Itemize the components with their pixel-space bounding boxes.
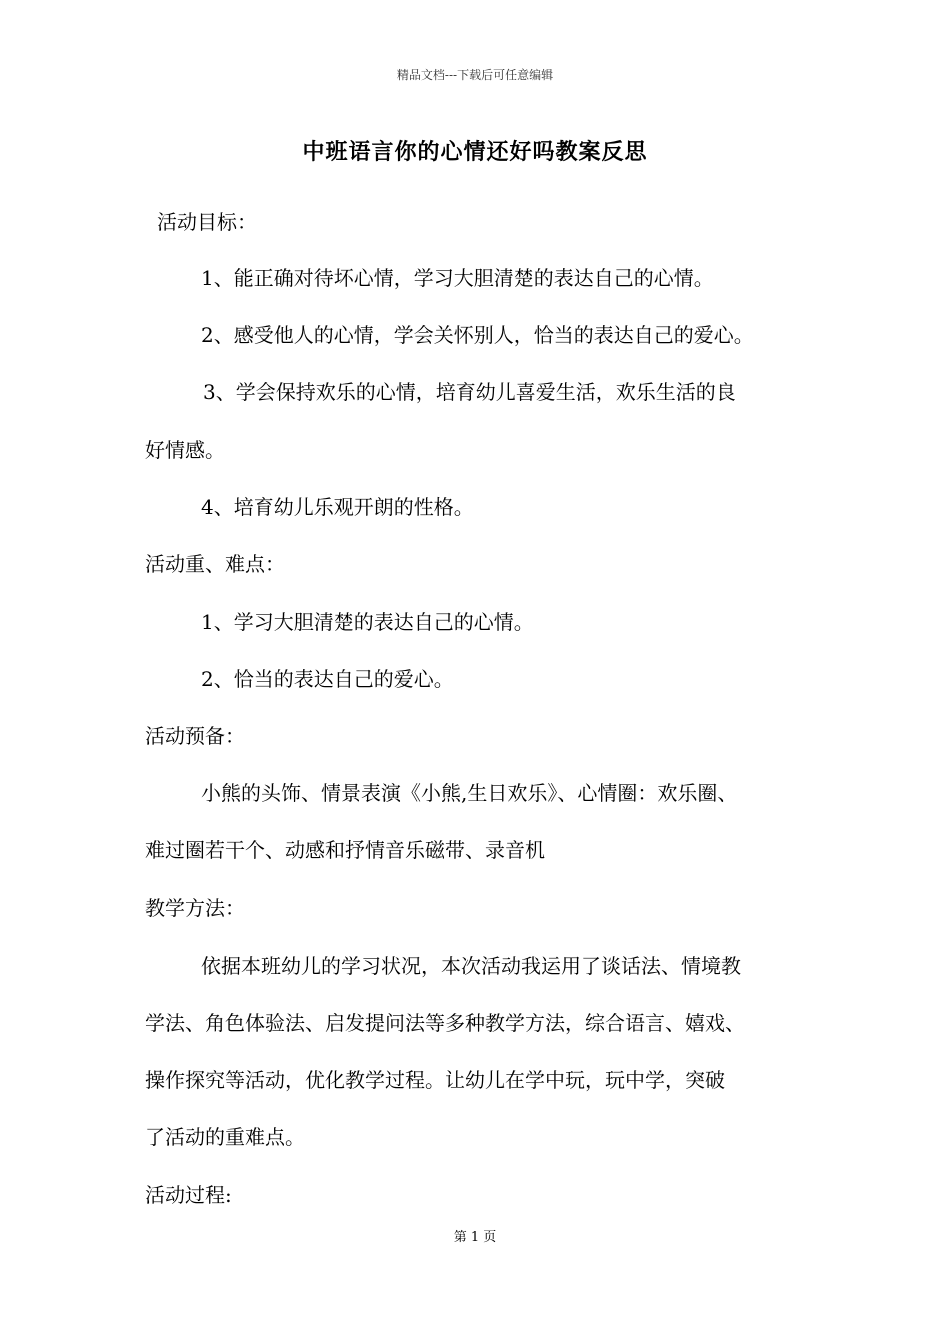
goal-item: 3、学会保持欢乐的心情，培育幼儿喜爱生活，欢乐生活的良 [203, 380, 736, 404]
page-number: 第 1 页 [453, 1230, 497, 1245]
goal-item: 2、感受他人的心情，学会关怀别人，恰当的表达自己的爱心。 [201, 323, 754, 347]
methods-text: 学法、角色体验法、启发提问法等多种教学方法，综合语言、嬉戏、 [145, 1011, 745, 1035]
section-heading-methods: 教学方法： [145, 896, 245, 920]
methods-text: 操作探究等活动，优化教学过程。让幼儿在学中玩，玩中学，突破 [145, 1068, 725, 1092]
page-header: 精品文档---下载后可任意编辑 [396, 68, 554, 82]
key-point-item: 1、学习大胆清楚的表达自己的心情。 [201, 610, 534, 634]
section-heading-preparation: 活动预备： [145, 724, 245, 748]
key-point-item: 2、恰当的表达自己的爱心。 [201, 667, 454, 691]
methods-text: 了活动的重难点。 [145, 1125, 305, 1149]
goal-item: 1、能正确对待坏心情，学习大胆清楚的表达自己的心情。 [201, 266, 714, 290]
goal-item: 4、培育幼儿乐观开朗的性格。 [201, 495, 474, 519]
goal-item-continued: 好情感。 [145, 438, 225, 462]
section-heading-goals: 活动目标： [157, 210, 257, 234]
preparation-text: 小熊的头饰、情景表演《小熊,生日欢乐》、心情圈：欢乐圈、 [201, 781, 738, 805]
methods-text: 依据本班幼儿的学习状况，本次活动我运用了谈话法、情境教 [201, 954, 741, 978]
section-heading-process: 活动过程: [145, 1183, 232, 1207]
preparation-text: 难过圈若干个、动感和抒情音乐磁带、录音机 [145, 838, 545, 862]
section-heading-key-points: 活动重、难点： [145, 552, 285, 576]
document-title: 中班语言你的心情还好吗教案反思 [302, 139, 648, 165]
